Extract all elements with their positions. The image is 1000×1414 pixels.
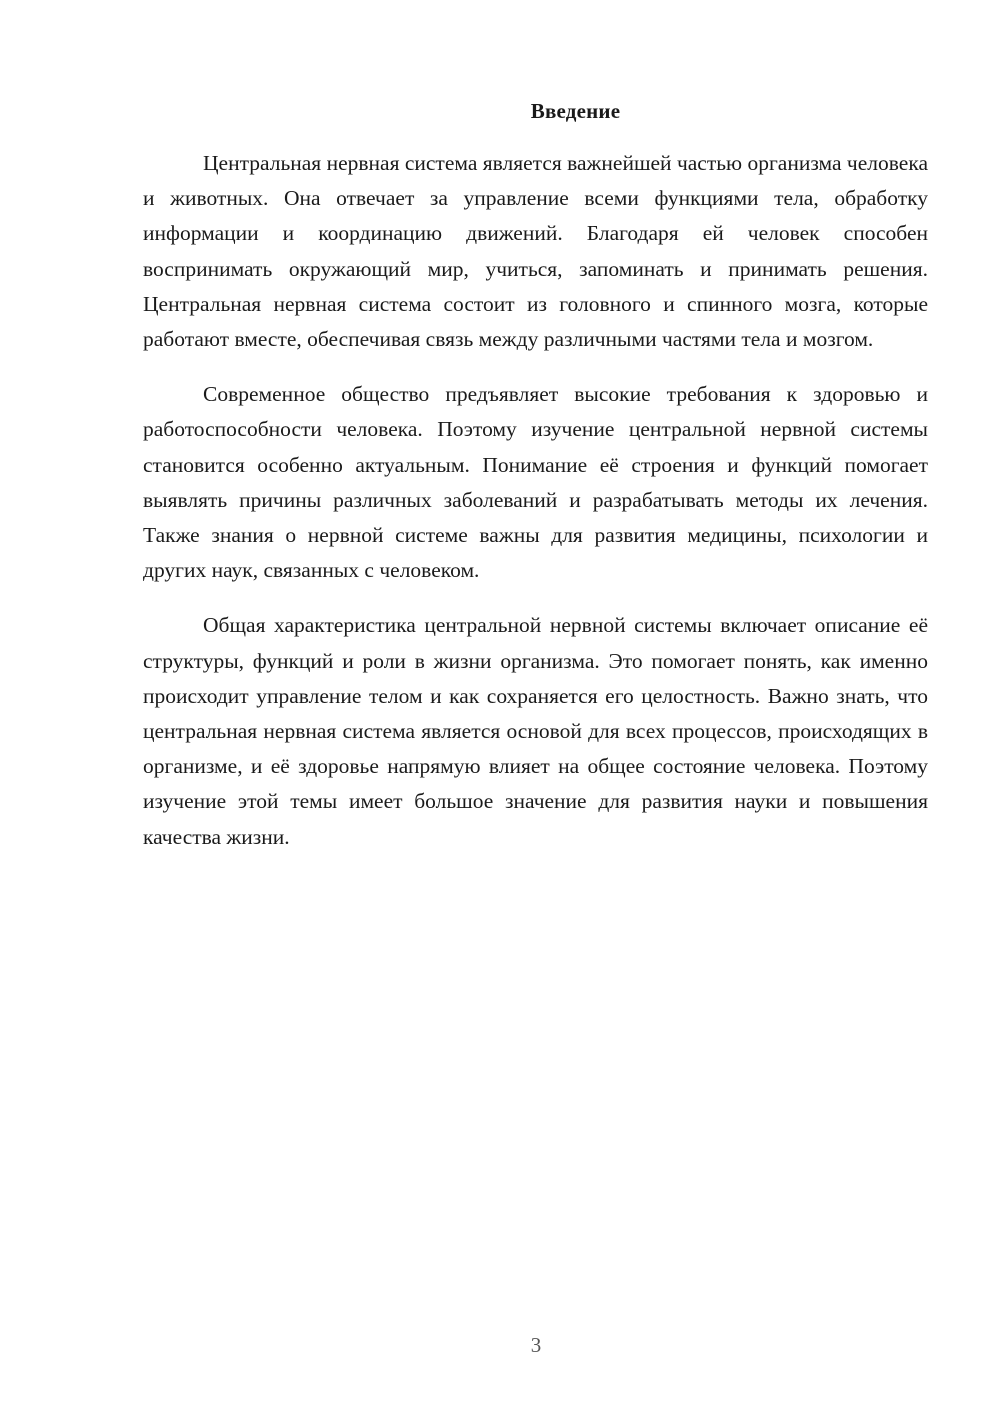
page-number: 3	[530, 1333, 542, 1357]
page-content	[143, 92, 928, 875]
paragraph-3: Общая характеристика центральной нервной системы включает описание её структуры, функций и роли в жизни организма. Это помогает понять, как именно происходит управление телом и как сохраняется его целостность. Важно знать, что центральная нервная система является основой для всех процессов, происходящих в организме, и её здоровье напрямую влияет на общее состояние человека. Поэтому изучение этой темы имеет большое значение для развития науки и повышения качества жизни.	[143, 613, 928, 849]
paragraph-1: Центральная нервная система является важнейшей частью организма человека и животных. Она отвечает за управление всеми функциями тела, обработку информации и координацию движений. Благодаря ей человек способен воспринимать окружающий мир, учиться, запоминать и принимать решения. Центральная нервная система состоит из головного и спинного мозга, которые работают вместе, обеспечивая связь между различными частями тела и мозгом.	[143, 151, 928, 352]
section-title: Введение	[530, 99, 621, 123]
paragraph-2: Современное общество предъявляет высокие требования к здоровью и работоспособности человека. Поэтому изучение центральной нервной системы становится особенно актуальным. Понимание её строения и функций помогает выявлять причины различных заболеваний и разрабатывать методы их лечения. Также знания о нервной системе важны для развития медицины, психологии и других наук, связанных с человеком.	[143, 382, 928, 583]
